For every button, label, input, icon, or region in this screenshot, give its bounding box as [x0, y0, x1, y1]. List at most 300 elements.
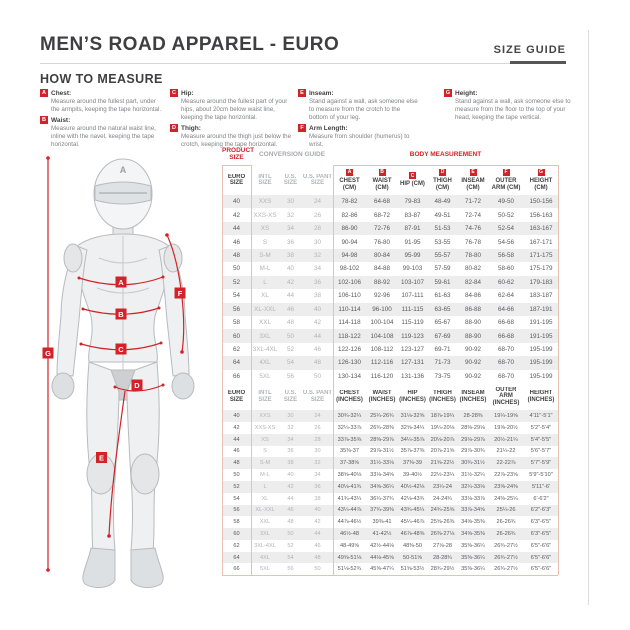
cell-text: XXS-XS: [254, 424, 276, 431]
column-header: [398, 390, 427, 403]
table-cell: [524, 496, 558, 502]
table-cell: [458, 460, 488, 466]
table-cell: [427, 507, 458, 513]
table-cell: [302, 306, 333, 313]
cell-text: 62: [233, 542, 240, 549]
cell-text: 46½-48: [340, 530, 359, 537]
table-cell: [427, 373, 458, 380]
table-cell: [488, 359, 524, 366]
table-cell: [398, 359, 427, 366]
table-cell: [366, 239, 398, 246]
table-cell: [458, 425, 488, 431]
measure-letter-badge: E: [298, 89, 306, 97]
cell-text: 167-171: [529, 238, 553, 246]
table-cell: [398, 292, 427, 299]
cell-text: CHEST (CM): [339, 178, 360, 191]
cell-text: 115-119: [401, 319, 424, 327]
table-cell: [524, 252, 558, 259]
table-cell: [488, 198, 524, 205]
figure-glove: [172, 373, 194, 399]
cell-text: 90-92: [464, 359, 482, 367]
cell-text: 66-68: [497, 319, 515, 327]
table-cell: [302, 333, 333, 340]
table-border: [222, 165, 223, 575]
cell-text: 44: [232, 225, 240, 233]
knee-armor: [131, 454, 159, 494]
table-cell: [398, 519, 427, 525]
table-cell: [251, 413, 279, 419]
table-row: [222, 563, 558, 575]
cell-text: 37-38⅝: [340, 460, 359, 467]
table-cell: [458, 496, 488, 502]
cell-text: 37⅜-39: [403, 460, 422, 467]
table-cell: [222, 507, 251, 513]
cell-text: 98-102: [339, 265, 360, 273]
measure-name: Height:: [455, 89, 478, 97]
cell-text: 50: [286, 332, 294, 340]
table-cell: [458, 212, 488, 219]
svg-text:E: E: [98, 453, 105, 463]
table-row: [222, 343, 558, 356]
table-cell: [524, 359, 558, 366]
table-cell: [427, 425, 458, 431]
table-row: [222, 528, 558, 540]
table-row: [222, 208, 558, 221]
cell-text: 91-95: [404, 238, 421, 246]
measure-letter-badge: B: [380, 169, 384, 176]
table-row: [222, 540, 558, 552]
cell-text: 30: [313, 238, 321, 246]
table-row: [222, 516, 558, 528]
cell-text: 116-120: [370, 372, 394, 380]
table-cell: [427, 252, 458, 259]
cell-text: 19⅝-20½: [494, 424, 518, 431]
cell-text: 56: [286, 372, 294, 380]
cell-text: M-L: [259, 265, 271, 273]
cell-text: 25¼-26¾: [370, 413, 394, 420]
cell-text: 35⅜-37: [340, 448, 359, 455]
cell-text: 29⅛-29⅞: [461, 436, 485, 443]
table-cell: [488, 531, 524, 537]
table-cell: [488, 507, 524, 513]
svg-text:G: G: [45, 349, 51, 358]
cell-text: 87-91: [404, 225, 421, 233]
cell-text: 126-130: [337, 359, 362, 367]
cell-text: 5'6"-5'7": [530, 448, 552, 455]
table-cell: [366, 319, 398, 326]
cell-text: 80-82: [464, 265, 482, 273]
measure-description: Measure around the thigh just below the crotch, keeping the tape horizontal.: [181, 133, 292, 148]
cell-text: 56-58: [497, 251, 515, 259]
table-cell: [279, 566, 302, 572]
table-cell: [427, 566, 458, 572]
cell-text: 83-87: [404, 211, 421, 219]
table-cell: [398, 239, 427, 246]
body-measurement-header: BODY MEASUREMENT: [409, 150, 482, 158]
table-cell: [366, 566, 398, 572]
table-cell: [524, 507, 558, 513]
cell-text: 54: [233, 495, 240, 502]
table-cell: [222, 543, 251, 549]
table-cell: [222, 225, 251, 232]
table-cell: [222, 496, 251, 502]
table-cell: [488, 484, 524, 490]
cell-text: 32¼-33⅛: [461, 483, 485, 490]
table-cell: [524, 543, 558, 549]
size-guide-label: SIZE GUIDE: [493, 44, 566, 56]
cell-text: 52: [286, 346, 294, 354]
cell-text: 60: [232, 332, 240, 340]
cell-text: 46: [286, 305, 294, 313]
table-cell: [366, 279, 398, 286]
cell-text: 3XL: [260, 530, 270, 537]
table-cell: [366, 265, 398, 272]
svg-text:B: B: [118, 310, 124, 319]
table-cell: [333, 319, 366, 326]
product-size-header: PRODUCT SIZE: [222, 147, 255, 161]
cell-text: 26¾-27½: [494, 554, 518, 561]
cell-text: 46: [313, 346, 321, 354]
cell-text: 38: [313, 292, 321, 300]
measure-description: Measure around the fullest part, under the armpits, keeping the tape horizontal.: [51, 98, 162, 113]
measure-column-1: [40, 89, 164, 151]
table-cell: [302, 566, 333, 572]
cell-text: XL-XXL: [254, 305, 276, 313]
measure-letter-badge: F: [504, 169, 508, 176]
table-cell: [222, 306, 251, 313]
cell-text: HIP (CM): [400, 181, 425, 188]
cell-text: 40: [286, 265, 294, 273]
column-header: [279, 390, 302, 403]
cell-text: 191-195: [529, 332, 553, 340]
measure-letter-badge: G: [445, 90, 451, 96]
cell-text: 195-199: [529, 359, 553, 367]
table-cell: [366, 292, 398, 299]
table-cell: [279, 373, 302, 380]
table-cell: [302, 472, 333, 478]
table-cell: [366, 448, 398, 454]
table-cell: [524, 279, 558, 286]
table-row: [222, 457, 558, 469]
cell-text: 51⅛-52¾: [337, 566, 362, 573]
page-title: MEN’S ROAD APPAREL - EURO: [40, 34, 340, 55]
column-header: [222, 390, 251, 403]
cell-text: 45¼-46⅞: [400, 519, 425, 526]
table-header-row: [222, 383, 558, 410]
table-cell: [251, 319, 279, 326]
cell-text: U.S. PANT SIZE: [302, 390, 333, 403]
table-cell: [366, 346, 398, 353]
cell-text: 29⅞-30¾: [461, 448, 485, 455]
cell-text: 175-179: [529, 265, 553, 273]
table-cell: [279, 448, 302, 454]
cell-text: 42½-44⅛: [370, 542, 394, 549]
table-cell: [302, 531, 333, 537]
cell-text: 35⅜-36¼: [461, 566, 485, 573]
cell-text: 179-183: [529, 278, 553, 286]
table-cell: [488, 555, 524, 561]
cell-text: 191-195: [529, 319, 553, 327]
table-cell: [427, 519, 458, 525]
cell-text: WAIST (INCHES): [368, 390, 396, 403]
table-cell: [333, 543, 366, 549]
cell-text: 34: [287, 436, 294, 443]
cell-text: 62-64: [497, 292, 515, 300]
cell-text: 54: [287, 554, 294, 561]
cell-text: 48: [233, 460, 240, 467]
cell-text: 4XL: [259, 359, 271, 367]
cell-text: 48: [232, 251, 240, 259]
measure-letter-badge: A: [347, 169, 352, 176]
cell-text: 50: [232, 265, 240, 273]
table-cell: [279, 225, 302, 232]
table-cell: [302, 543, 333, 549]
cell-text: L: [263, 278, 267, 286]
cell-text: 68-72: [373, 211, 391, 219]
cell-text: 61-63: [434, 292, 451, 300]
table-row: [222, 446, 558, 458]
cell-text: 78-82: [341, 198, 358, 206]
table-cell: [279, 359, 302, 366]
table-cell: [222, 346, 251, 353]
measure-letter-badge: G: [539, 169, 543, 176]
cell-text: 130-134: [337, 372, 362, 380]
table-cell: [427, 239, 458, 246]
cell-text: 38⅝-40⅛: [337, 472, 362, 478]
cell-text: 24¾-25⅝: [430, 507, 455, 514]
cell-text: 32⅝-34¼: [400, 424, 425, 431]
table-cell: [302, 413, 333, 419]
table-cell: [366, 472, 398, 478]
table-cell: [279, 413, 302, 419]
cell-text: 34: [314, 472, 321, 478]
cell-text: 103-107: [400, 278, 425, 286]
table-cell: [366, 437, 398, 443]
table-cell: [302, 555, 333, 561]
table-row: [222, 329, 558, 342]
cell-text: HIP (INCHES): [399, 390, 426, 403]
cell-text: 84-86: [464, 292, 482, 300]
table-cell: [458, 566, 488, 572]
table-cell: [488, 448, 524, 454]
cell-text: 56: [287, 566, 294, 573]
table-cell: [398, 319, 427, 326]
svg-text:F: F: [177, 289, 183, 298]
table-row: [222, 370, 558, 383]
cell-text: 4'11"-5'1": [529, 413, 553, 420]
table-cell: [427, 555, 458, 561]
table-cell: [251, 448, 279, 454]
cell-text: 48: [286, 319, 294, 327]
table-cell: [524, 319, 558, 326]
cell-text: 3XL: [259, 332, 271, 340]
measure-instruction-hip: [170, 89, 298, 122]
cell-text: 28¾-29½: [430, 566, 455, 573]
cell-text: 90-92: [464, 346, 482, 354]
cell-text: 33⅛-33⅞: [461, 495, 485, 502]
table-cell: [458, 519, 488, 525]
cell-text: 86-90: [341, 225, 358, 233]
cell-text: 171-175: [529, 251, 553, 259]
cell-text: 64: [232, 359, 240, 367]
table-cell: [251, 373, 279, 380]
cm-size-section: [222, 165, 558, 383]
cell-text: 163-167: [529, 225, 553, 233]
cell-text: 63-65: [434, 305, 451, 313]
table-cell: [488, 265, 524, 272]
column-header: [302, 174, 333, 187]
measure-name: Chest:: [51, 89, 72, 97]
measure-instruction-chest: [40, 89, 164, 114]
cell-text: 36: [286, 238, 294, 246]
cell-text: OUTER ARM (CM): [491, 178, 521, 191]
table-cell: [398, 212, 427, 219]
column-header: [488, 169, 524, 191]
cell-text: 46: [233, 448, 240, 455]
cell-text: 31½-33⅛: [370, 460, 394, 467]
cell-text: 122-126: [337, 346, 362, 354]
cell-text: 72-74: [464, 211, 482, 219]
table-row: [222, 493, 558, 505]
cell-text: 34: [286, 225, 294, 233]
cell-text: 48-49: [434, 198, 451, 206]
cell-text: 58: [232, 319, 240, 327]
cell-text: 106-110: [338, 292, 361, 300]
table-cell: [366, 225, 398, 232]
cell-text: 66: [232, 372, 240, 380]
table-cell: [333, 346, 366, 353]
cell-text: 50: [313, 372, 321, 380]
measure-letter-badge: C: [410, 172, 415, 179]
cell-text: 28-28⅜: [463, 413, 483, 420]
cell-text: 54-56: [497, 238, 515, 246]
table-cell: [222, 555, 251, 561]
table-cell: [251, 346, 279, 353]
table-cell: [251, 484, 279, 490]
table-cell: [302, 279, 333, 286]
cell-text: 34¼-35⅞: [400, 436, 425, 443]
table-cell: [302, 225, 333, 232]
table-cell: [279, 319, 302, 326]
table-cell: [251, 460, 279, 466]
table-cell: [222, 198, 251, 205]
table-row: [222, 303, 558, 316]
cell-text: XL: [261, 292, 269, 300]
cell-text: 30¾-32¼: [337, 413, 362, 420]
table-cell: [251, 225, 279, 232]
table-cell: [333, 239, 366, 246]
table-cell: [333, 531, 366, 537]
cell-text: 53-55: [434, 238, 451, 246]
table-cell: [333, 507, 366, 513]
cell-text: 42: [232, 211, 240, 219]
table-cell: [251, 507, 279, 513]
measure-description: Stand against a wall, ask someone else to measure from the crotch to the bottom of your leg.: [309, 98, 418, 121]
table-cell: [524, 460, 558, 466]
table-cell: [333, 265, 366, 272]
conversion-guide-header: CONVERSION GUIDE: [258, 150, 326, 158]
cell-text: 5XL: [259, 372, 271, 380]
cell-text: 23¼-24: [433, 483, 452, 490]
table-cell: [333, 279, 366, 286]
cell-text: 40: [232, 198, 240, 206]
measure-letter-badge: A: [40, 89, 48, 97]
table-cell: [524, 566, 558, 572]
table-cell: [427, 359, 458, 366]
cell-text: 90-94: [341, 238, 358, 246]
cell-text: 57-59: [434, 265, 451, 273]
measure-instruction-inseam: [298, 89, 420, 122]
cell-text: 92-96: [373, 292, 391, 300]
table-cell: [458, 373, 488, 380]
table-row: [222, 481, 558, 493]
cell-text: XL-XXL: [255, 507, 275, 514]
cell-text: 19¼-19⅝: [494, 413, 518, 420]
table-cell: [488, 543, 524, 549]
table-cell: [488, 225, 524, 232]
measure-letter-badge: E: [471, 169, 475, 176]
cell-text: 88-90: [464, 332, 482, 340]
measure-description: Stand against a wall, ask someone else to measure from the floor to the top of your head, keeping the tape vertical.: [455, 98, 571, 121]
table-cell: [222, 333, 251, 340]
figure-right-boot: [131, 548, 163, 587]
table-cell: [488, 252, 524, 259]
table-cell: [222, 279, 251, 286]
table-cell: [398, 448, 427, 454]
cell-text: INSEAM (CM): [461, 178, 485, 191]
table-cell: [333, 460, 366, 466]
table-cell: [302, 507, 333, 513]
table-cell: [222, 484, 251, 490]
table-cell: [366, 212, 398, 219]
cell-text: XXS-XS: [253, 211, 277, 219]
cell-text: 50: [287, 530, 294, 537]
measure-description: Measure around the natural waist line, inline with the navel, keeping the tape horizontal.: [51, 125, 156, 148]
table-cell: [524, 519, 558, 525]
cell-text: 44: [286, 292, 294, 300]
cell-text: M-L: [260, 472, 270, 478]
cell-text: 156-163: [529, 211, 553, 219]
table-cell: [366, 460, 398, 466]
cell-text: 60-62: [497, 278, 515, 286]
column-header: [366, 390, 398, 403]
cell-text: 68-70: [497, 372, 515, 380]
cell-text: 37¾-39⅜: [370, 507, 394, 514]
cell-text: 73-75: [434, 372, 451, 380]
measure-column-3: [298, 89, 420, 151]
cell-text: 26¾-28⅜: [370, 424, 394, 431]
measure-column-4: [444, 89, 582, 124]
table-cell: [398, 531, 427, 537]
cell-text: CHEST (INCHES): [336, 390, 363, 403]
cell-text: 30: [314, 448, 321, 455]
cell-text: 20⅞-21⅝: [430, 448, 455, 455]
cell-text: 22½-23¼: [430, 472, 455, 478]
cell-text: 28⅜-29⅞: [370, 436, 394, 443]
cell-text: 72-76: [373, 225, 391, 233]
cell-text: 127-131: [400, 359, 425, 367]
table-cell: [302, 373, 333, 380]
table-cell: [302, 319, 333, 326]
table-cell: [427, 292, 458, 299]
cell-text: 5'9"-5'10": [529, 472, 553, 478]
table-cell: [524, 484, 558, 490]
column-header: [524, 169, 558, 191]
cell-text: 32: [314, 460, 321, 467]
cell-text: 66: [233, 566, 240, 573]
table-cell: [366, 519, 398, 525]
table-row: [222, 235, 558, 248]
